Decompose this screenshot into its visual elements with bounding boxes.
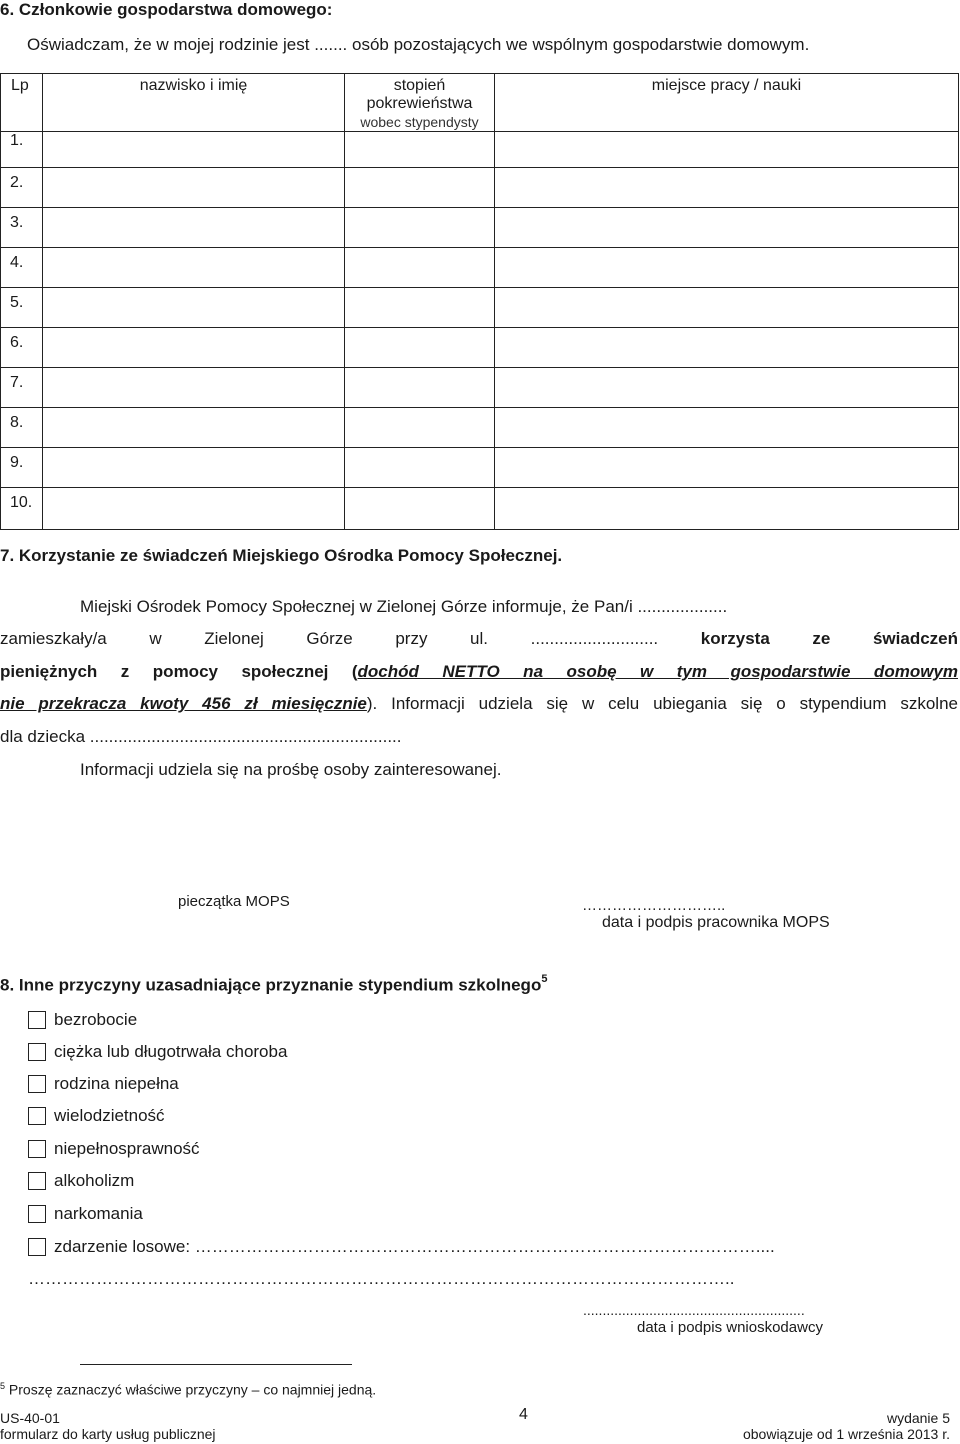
household-statement: Oświadczam, że w mojej rodzinie jest ....... osób pozostających we wspólnym gospodarstwie domowym.: [27, 35, 810, 54]
table-row: [1, 248, 959, 288]
mops-info-line4: [0, 694, 958, 714]
option-label-niepelnosprawnosc: niepełnosprawność: [54, 1139, 200, 1158]
option-label-zdarzenie-losowe: zdarzenie losowe: ………………………………………………………………………………………....: [54, 1237, 775, 1256]
header-relation-line2: pokrewieństwa: [366, 95, 473, 112]
name-cell[interactable]: [43, 288, 345, 328]
name-cell[interactable]: [43, 328, 345, 368]
option-label-bezrobocie: bezrobocie: [54, 1010, 138, 1029]
mops-income-condition: dochód NETTO na osobę w tym gospodarstwie domowym: [357, 662, 958, 681]
section8-heading-text: 8. Inne przyczyny uzasadniające przyznanie stypendium szkolnego: [0, 975, 542, 995]
row-number: 4.: [1, 248, 43, 288]
relation-cell[interactable]: [345, 168, 495, 208]
footnote: [0, 1381, 376, 1398]
header-relation: [345, 74, 495, 132]
household-table-header: [1, 74, 959, 132]
section6-heading: 6. Członkowie gospodarstwa domowego:: [0, 0, 333, 19]
mops-line3-b: pomocy społecznej (: [152, 662, 358, 681]
table-row: [1, 448, 959, 488]
work-cell[interactable]: [495, 132, 959, 168]
mops-info-line6: Informacji udziela się na prośbę osoby zainteresowanej.: [80, 760, 502, 779]
header-lp: Lp: [1, 74, 43, 132]
work-cell[interactable]: [495, 368, 959, 408]
relation-cell[interactable]: [345, 208, 495, 248]
row-number: 10.: [1, 488, 43, 530]
footnote-text: Proszę zaznaczyć właściwe przyczyny – co najmniej jedną.: [8, 1381, 377, 1398]
footnote-divider: [80, 1364, 352, 1365]
table-row: [1, 208, 959, 248]
footer-edition: wydanie 5: [886, 1410, 950, 1426]
work-cell[interactable]: [495, 288, 959, 328]
checkbox-rodzina-niepelna[interactable]: [28, 1075, 46, 1093]
relation-cell[interactable]: [345, 488, 495, 530]
section8-footnote-ref: 5: [541, 973, 548, 985]
checkbox-wielodzietnosc[interactable]: [28, 1107, 46, 1125]
header-name: nazwisko i imię: [43, 74, 345, 132]
checkbox-zdarzenie-losowe[interactable]: [28, 1238, 46, 1256]
mops-signature-dots: ………………………..: [582, 897, 726, 914]
relation-cell[interactable]: [345, 448, 495, 488]
name-cell[interactable]: [43, 488, 345, 530]
mops-info-line3: [0, 662, 958, 682]
mops-benefits-text: korzysta ze świadczeń: [700, 629, 958, 648]
row-number: 6.: [1, 328, 43, 368]
name-cell[interactable]: [43, 368, 345, 408]
header-relation-sub: wobec stypendysty: [360, 114, 479, 130]
option-label-narkomania: narkomania: [54, 1204, 143, 1223]
relation-cell[interactable]: [345, 328, 495, 368]
work-cell[interactable]: [495, 208, 959, 248]
work-cell[interactable]: [495, 408, 959, 448]
applicant-signature-dots: .........................................................: [583, 1302, 805, 1318]
table-row: [1, 408, 959, 448]
checkbox-alkoholizm[interactable]: [28, 1172, 46, 1190]
mops-stamp-label: pieczątka MOPS: [178, 893, 290, 910]
relation-cell[interactable]: [345, 248, 495, 288]
relation-cell[interactable]: [345, 288, 495, 328]
footer-valid-from: obowiązuje od 1 września 2013 r.: [742, 1426, 950, 1442]
checkbox-bezrobocie[interactable]: [28, 1011, 46, 1029]
row-number: 8.: [1, 408, 43, 448]
footnote-number: 5: [0, 1381, 6, 1391]
table-row: [1, 328, 959, 368]
header-relation-line1: stopień: [393, 77, 446, 94]
relation-cell[interactable]: [345, 368, 495, 408]
mops-info-line1: Miejski Ośrodek Pomocy Społecznej w Zielonej Górze informuje, że Pan/i ...................: [80, 597, 728, 616]
mops-address-text: zamieszkały/a w Zielonej Górze przy ul. ...........................: [0, 629, 659, 648]
name-cell[interactable]: [43, 132, 345, 168]
option-label-alkoholizm: alkoholizm: [54, 1171, 135, 1190]
relation-cell[interactable]: [345, 408, 495, 448]
name-cell[interactable]: [43, 408, 345, 448]
household-table: [0, 73, 959, 530]
section8-heading: [0, 975, 547, 996]
option-label-wielodzietnosc: wielodzietność: [54, 1106, 165, 1125]
checkbox-narkomania[interactable]: [28, 1205, 46, 1223]
footer-page-number: 4: [519, 1406, 528, 1423]
checkbox-choroba[interactable]: [28, 1043, 46, 1061]
name-cell[interactable]: [43, 248, 345, 288]
row-number: 5.: [1, 288, 43, 328]
header-work: miejsce pracy / nauki: [495, 74, 959, 132]
work-cell[interactable]: [495, 328, 959, 368]
option-label-rodzina-niepelna: rodzina niepełna: [54, 1074, 179, 1093]
row-number: 3.: [1, 208, 43, 248]
table-row: [1, 168, 959, 208]
option-label-choroba: ciężka lub długotrwała choroba: [54, 1042, 288, 1061]
row-number: 7.: [1, 368, 43, 408]
work-cell[interactable]: [495, 448, 959, 488]
random-event-continuation: ……………………………………………………………………………………………………………..: [28, 1269, 735, 1288]
table-row: [1, 488, 959, 530]
table-row: [1, 368, 959, 408]
row-number: 2.: [1, 168, 43, 208]
row-number: 1.: [1, 132, 43, 168]
footer-form: formularz do karty usług publicznej: [0, 1426, 216, 1442]
mops-income-limit: nie przekracza kwoty 456 zł miesięcznie: [0, 694, 367, 713]
work-cell[interactable]: [495, 168, 959, 208]
work-cell[interactable]: [495, 488, 959, 530]
name-cell[interactable]: [43, 448, 345, 488]
row-number: 9.: [1, 448, 43, 488]
mops-info-line5: dla dziecka ..................................................................: [0, 727, 402, 746]
checkbox-niepelnosprawnosc[interactable]: [28, 1140, 46, 1158]
mops-info-line2: [0, 629, 958, 649]
mops-line3-a: pieniężnych z: [0, 662, 130, 681]
mops-signature-label: data i podpis pracownika MOPS: [602, 914, 830, 931]
name-cell[interactable]: [43, 168, 345, 208]
mops-line4-b: ). Informacji udziela się w celu ubiegania się o stypendium szkolne: [366, 694, 958, 713]
applicant-signature-label: data i podpis wnioskodawcy: [637, 1319, 823, 1336]
name-cell[interactable]: [43, 208, 345, 248]
section7-heading: 7. Korzystanie ze świadczeń Miejskiego Ośrodka Pomocy Społecznej.: [0, 546, 563, 565]
relation-cell[interactable]: [345, 132, 495, 168]
footer-code: US-40-01: [0, 1410, 60, 1426]
work-cell[interactable]: [495, 248, 959, 288]
table-row: [1, 288, 959, 328]
table-row: [1, 132, 959, 168]
